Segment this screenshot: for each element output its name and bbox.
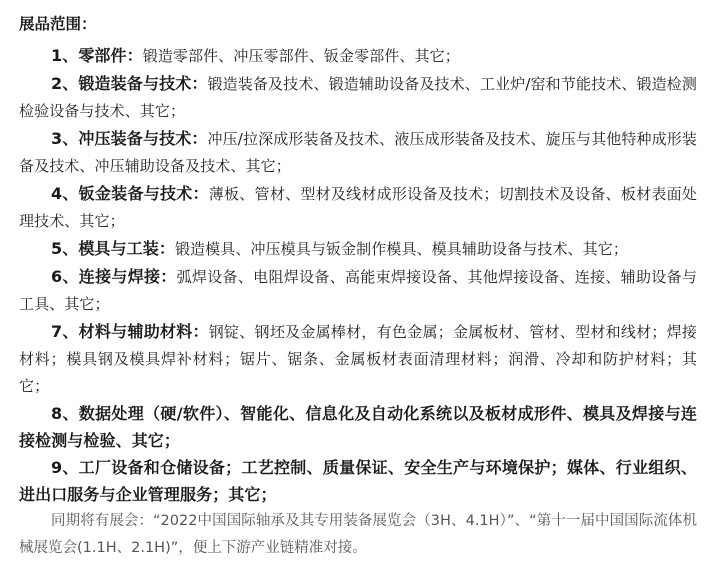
scope-item-6 — [19, 263, 697, 318]
section-heading: 展品范围： — [19, 15, 97, 33]
scope-item-label: 7、材料与辅助材料： — [51, 322, 209, 341]
scope-item-text: 弧焊设备、电阻焊设备、高能束焊接设备、其他焊接设备、连接、辅助设备与工具、其它； — [19, 268, 697, 313]
scope-item-text: 钢锭、钢坯及金属棒材，有色金属；金属板材、管材、型材和线材；焊接材料；模具钢及模具焊补材料；锯片、锯条、金属板材表面清理材料；润滑、冷却和防护材料；其它； — [19, 323, 698, 395]
scope-item-4 — [19, 180, 697, 235]
scope-item-label: 4、钣金装备与技术： — [51, 184, 209, 203]
scope-item-text: 冲压/拉深成形装备及技术、液压成形装备及技术、旋压与其他特种成形装备及技术、冲压辅助设备及技术、其它； — [19, 130, 697, 175]
concurrent-exhibitions-note: 同期将有展会：“2022中国国际轴承及其专用装备展览会（3H、4.1H）”、“第十一届中国国际流体机械展览会(1.1H、2.1H)”，便上下游产业链精准对接。 — [19, 513, 697, 556]
scope-item-9: 9、工厂设备和仓储设备；工艺控制、质量保证、安全生产与环境保护；媒体、行业组织、进出口服务与企业管理服务；其它； — [19, 458, 697, 504]
scope-item-label: 1、零部件： — [51, 46, 143, 65]
scope-item-text: 锻造零部件、冲压零部件、钣金零部件、其它； — [142, 47, 460, 65]
scope-item-1 — [19, 42, 697, 70]
scope-item-2 — [19, 70, 697, 125]
scope-item-label: 3、冲压装备与技术： — [51, 129, 208, 148]
scope-item-text: 锻造装备及技术、锻造辅助设备及技术、工业炉/窑和节能技术、锻造检测检验设备与技术、其它； — [19, 75, 697, 120]
scope-item-5 — [19, 235, 697, 263]
scope-item-label: 5、模具与工装： — [51, 239, 175, 258]
scope-item-3 — [19, 125, 697, 180]
scope-item-8: 8、数据处理（硬/软件）、智能化、信息化及自动化系统以及板材成形件、模具及焊接与连接检测与检验、其它； — [19, 404, 697, 450]
scope-item-label: 2、锻造装备与技术： — [51, 74, 208, 93]
scope-item-7 — [19, 318, 697, 400]
scope-item-text: 薄板、管材、型材及线材成形设备及技术；切割技术及设备、板材表面处理技术、其它； — [19, 185, 698, 230]
scope-item-text: 锻造模具、冲压模具与钣金制作模具、模具辅助设备与技术、其它； — [174, 240, 628, 258]
scope-item-label: 6、连接与焊接： — [51, 267, 177, 286]
